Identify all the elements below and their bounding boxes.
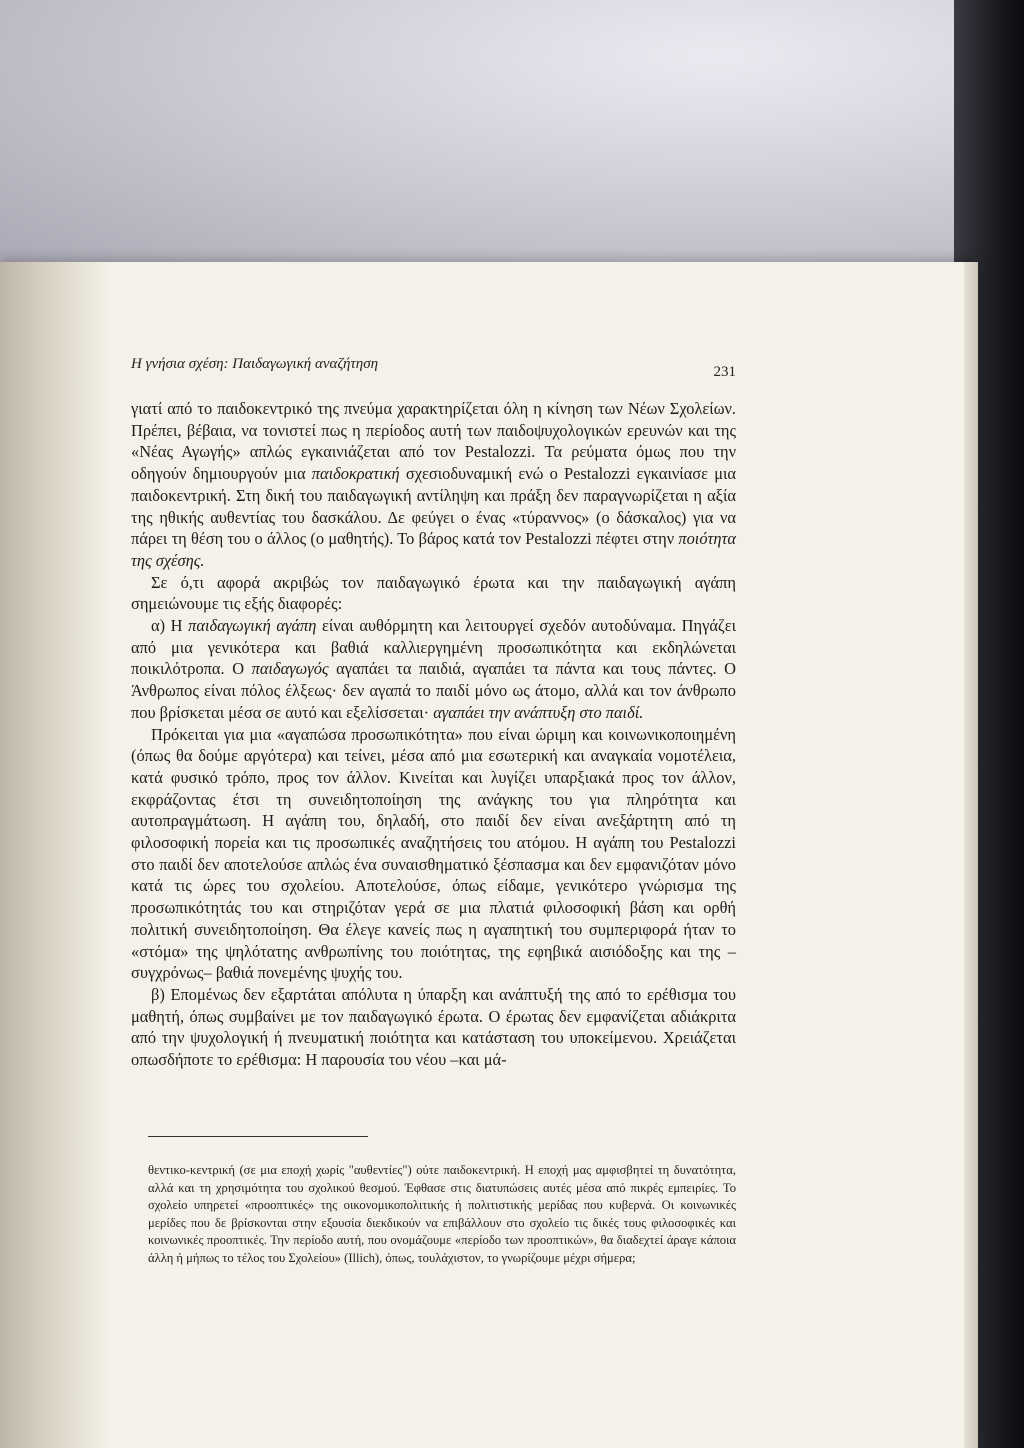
running-title: Η γνήσια σχέση: Παιδαγωγική αναζήτηση [131,356,379,372]
footnote-text: θεντικο-κεντρική (σε μια εποχή χωρίς "αυθεντίες") ούτε παιδοκεντρική. Η εποχή μας αμφισβητεί τη δυνατότητα, αλλά και τη χρησιμότητα του σχολικού θεσμού. Έφθασε στις διατυπώσεις αυτές μέσα από πικρές εμπειρίες. Το σχολείο υπηρετεί «προοπτικές» της οικονομικοπολιτικής ή πολιτιστικής μερίδας που κυβερνά. Οι κοινωνικές μερίδες που δε βρίσκονται στην εξουσία διεκδικούν να επιβάλλουν στο σχολείο τις δικές τους φιλοσοφικές και κοινωνικές προοπτικές. Την περίοδο αυτή, που ονομάζουμε «περίοδο των προοπτικών», θα διαδεχτεί άραγε κάποια άλλη ή μήπως το τέλος του Σχολείου» (Illich), όπως, τουλάχιστον, το γνωρίζουμε μέχρι σήμερα; [148,1163,736,1265]
paragraph-3-italic-f: αγαπάει την ανάπτυξη στο παιδί. [433,702,644,722]
paragraph-1-italic-d: ποιότητα της σχέσης. [131,529,736,570]
paragraph-1 [131,398,736,572]
paragraph-3-text-c: είναι αυθόρμητη και λειτουργεί σχεδόν αυτοδύναμα. Πηγάζει από μια γενικότερα και βαθιά καλλιεργημένη προσωπικότητα και εκδηλώνεται ποικιλότροπα. Ο [131,616,736,679]
paragraph-5: β) Επομένως δεν εξαρτάται απόλυτα η ύπαρξη και ανάπτυξή της από το ερέθισμα του μαθητή, όπως συμβαίνει με τον παιδαγωγικό έρωτα. Ο έρωτας δεν εμφανίζεται αδιάκριτα από την ψυχολογική ή πνευματική ποιότητα και κατάσταση του υποκείμενου. Χρειάζεται οπωσδήποτε το ερέθισμα: Η παρουσία του νέου –και μά- [131,984,736,1070]
paragraph-3 [131,615,736,724]
paragraph-3-text-a: α) Η [151,616,189,636]
page-number: 231 [713,364,736,380]
paragraph-3-italic-d: παιδαγωγός [251,659,329,679]
paragraph-3-italic-b: παιδαγωγική αγάπη [188,616,317,636]
paragraph-4: Πρόκειται για μια «αγαπώσα προσωπικότητα» που είναι ώριμη και κοινωνικοποιημένη (όπως θα δούμε αργότερα) και τείνει, μέσα από μια εσωτερική και αναγκαία νομοτέλεια, κατά φυσικό τρόπο, προς τον άλλον. Κινείται και λυγίζει υπαρξιακά προς τον άλλον, εκφράζοντας έτσι τη συνειδητοποίηση της ανάγκης του για πληρότητα και αυτοπραγμάτωση. Η αγάπη του, δηλαδή, στο παιδί δεν είναι ανεξάρτητη από τη φιλοσοφική πορεία και τις προσωπικές αναζητήσεις του ατόμου. Η αγάπη του Pestalozzi στο παιδί δεν αποτελούσε απλώς ένα συναισθηματικό ξέσπασμα και δεν εμφανιζόταν μόνο κατά τις ώρες του σχολείου. Αποτελούσε, όπως είδαμε, γενικότερο γνώρισμα της προσωπικότητάς του και στηριζόταν γερά σε μια πλατιά φιλοσοφική βάση και ορθή πολιτική συνειδητοποίηση. Θα έλεγε κανείς πως η αγαπητική του συμπεριφορά ήταν το «στόμα» της ψηλότατης ανθρωπίνης του ποιότητας, της εφηβικά αισιόδοξης και της –συγχρόνως– βαθιά πονεμένης ψυχής του. [131,724,736,983]
footnote-rule [148,1136,368,1137]
paragraph-3-text-e: αγαπάει τα παιδιά, αγαπάει τα πάντα και τους πάντες. Ο Άνθρωπος είναι πόλος έλξεως· δεν αγαπά το παιδί μόνο ως άτομο, αλλά και τον άνθρωπο που βρίσκεται μέσα σε αυτό και εξελίσσεται· [131,659,736,722]
paragraph-1-italic-b: παιδοκρατική [311,464,400,484]
background-surface [0,0,1024,280]
paragraph-2: Σε ό,τι αφορά ακριβώς τον παιδαγωγικό έρωτα και την παιδαγωγική αγάπη σημειώνουμε τις εξής διαφορές: [131,572,736,614]
page-gutter-shadow [0,262,110,1448]
paragraph-1-text-a: γιατί από το παιδοκεντρικό της πνεύμα χαρακτηρίζεται όλη η κίνηση των Νέων Σχολείων. Πρέπει, βέβαια, να τονιστεί πως η περίοδος αυτή των παιδοψυχολογικών ερευνών και της «Νέας Αγωγής» απλώς εγκαινιάζεται από τον Pestalozzi. Τα ρεύματα όμως που την οδηγούν δημιουργούν μια [131,399,736,484]
footnote [148,1162,736,1267]
body-text [131,398,736,1071]
page-edge [964,262,978,1448]
paragraph-1-text-c: σχεσιοδυναμική ενώ ο Pestalozzi εγκαινίασε μια παιδοκεντρική. Στη δική του παιδαγωγική αντίληψη και πράξη δεν παραγνωρίζεται η αξία της ηθικής αυθεντίας του δασκάλου. Δε φεύγει ο ένας «τύραννος» (ο δάσκαλος) για να πάρει τη θέση του ο άλλος (ο μαθητής). Το βάρος κατά τον Pestalozzi πέφτει στην [131,464,736,549]
